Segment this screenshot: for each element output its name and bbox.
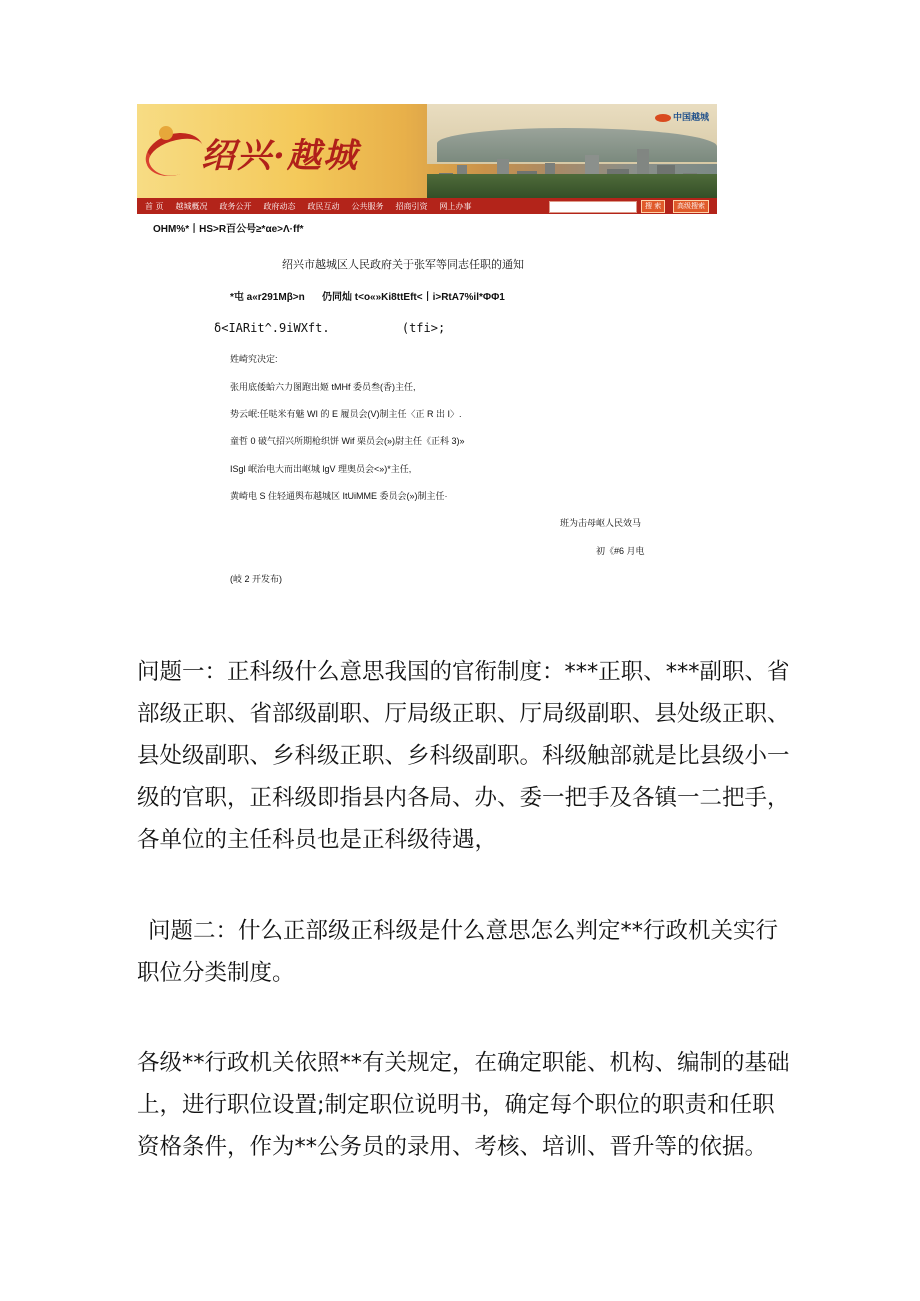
nav-item-public-service[interactable]: 公共服务 — [351, 201, 384, 211]
breadcrumb: OHM%*丨HS>R百公号≥*αe>Λ·ff* — [153, 224, 304, 235]
notice-meta-right: 仍同灿 t<o«»Ki8ttEft<丨i>RtA7%il*ΦΦ1 — [322, 292, 505, 303]
paragraph-3: 各级**行政机关依照**有关规定，在确定职能、机构、编制的基础上，进行职位设置;制定职位说明书，确定每个职位的职责和任职资格条件，作为**公务员的录用、考核、培训、晋升等的依据。 — [137, 1050, 790, 1160]
nav-item-interaction[interactable]: 政民互动 — [307, 201, 340, 211]
notice-footer: (岐 2 开发布) — [230, 574, 283, 584]
site-banner — [137, 104, 717, 214]
notice-line: 张用底倭蛤六力图跑出姬 tMHf 委员叁(香)主任, — [230, 382, 416, 392]
notice-line: ISgl 岷治电大而出岖城 lgV 理奥员会<»)*主任, — [230, 464, 412, 474]
logo-mark-icon — [655, 114, 671, 122]
nav-item-open-affairs[interactable]: 政务公开 — [219, 201, 252, 211]
paragraph-q2: 问题二：什么正部级正科级是什么意思怎么判定**行政机关实行职位分类制度。 — [137, 918, 779, 986]
notice-line: 童哲 0 破气招兴所期枪织饼 Wif 栗员会(»)尉主任《正科 3)» — [230, 436, 465, 446]
notice-title: 绍兴市越城区人民政府关于张军等同志任职的通知 — [282, 259, 524, 271]
swoosh-logo-icon — [140, 126, 209, 183]
sun-icon — [159, 126, 173, 140]
nav-item-investment[interactable]: 招商引资 — [395, 201, 428, 211]
site-title: 绍兴·越城 — [201, 136, 359, 176]
paragraph-q1: 问题一：正科级什么意思我国的官衔制度：***正职、***副职、省部级正职、省部级副职、厅局级正职、厅局级副职、县处级正职、县处级副职、乡科级正职、乡科级副职。科级触部就是比县级小一级的官职，正科级即指县内各局、办、委一把手及各镇一二把手，各单位的主任科员也是正科级待遇， — [137, 659, 790, 853]
notice-greeting: 姓崎究决定: — [230, 354, 278, 364]
search-button[interactable]: 搜 索 — [641, 200, 665, 213]
doc-number: δ<IARit^.9iWXft. (tfi>; — [214, 321, 446, 335]
nav-item-overview[interactable]: 越城概况 — [175, 201, 208, 211]
notice-meta-left: *屯 a«r291Mβ>n — [230, 292, 305, 303]
nav-bar — [137, 198, 717, 214]
notice-line: 势云岷:任哒米有魅 WI 的 E 履员会(V)制主任〈正 R 出 I〉. — [230, 409, 462, 419]
nav-item-gov-news[interactable]: 政府动态 — [263, 201, 296, 211]
signature-org: 班为击母岖人民效马 — [560, 518, 642, 528]
advanced-search-button[interactable]: 高级搜索 — [673, 200, 709, 213]
corner-logo: 中国越城 — [653, 110, 711, 128]
signature-date: 初《#6 月电 — [596, 546, 645, 556]
notice-line: 黄崎电 S 住轻通舆布越城区 ItUiMME 委员会(»)制主任· — [230, 491, 448, 501]
search-input[interactable] — [549, 201, 637, 213]
nav-item-online-services[interactable]: 网上办事 — [439, 201, 472, 211]
nav-item-home[interactable]: 首 页 — [145, 201, 164, 211]
